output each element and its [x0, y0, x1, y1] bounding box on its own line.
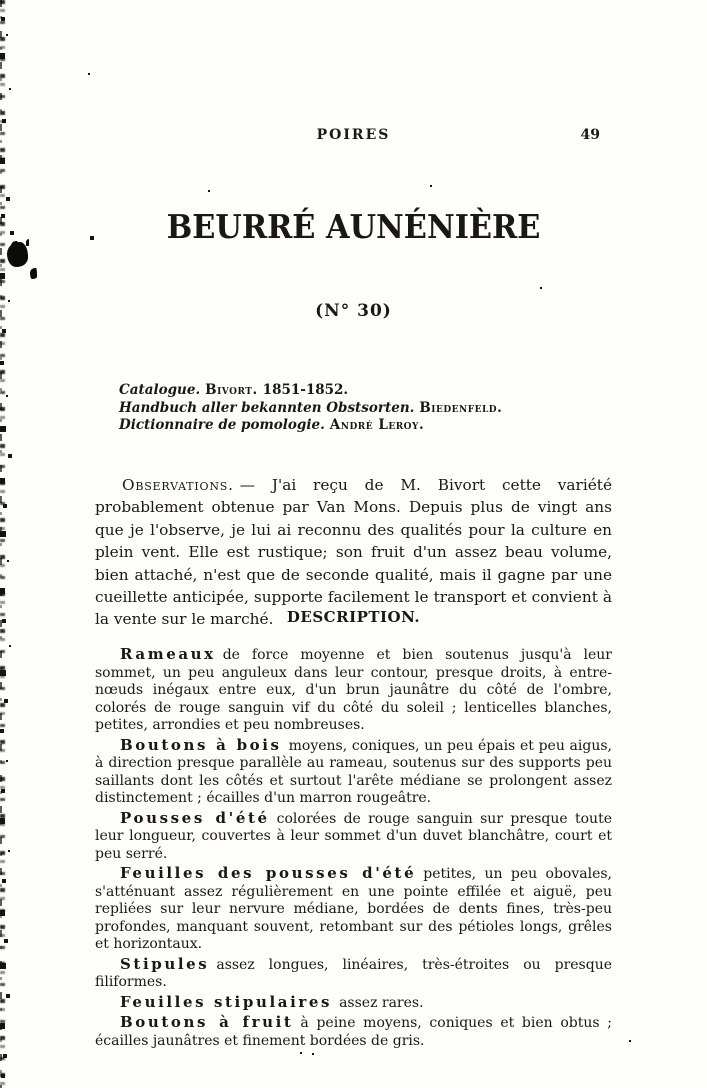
reference-author: Biedenfeld. — [419, 399, 503, 416]
paragraph-lead: Feuilles stipulaires — [120, 992, 333, 1011]
description-paragraph-stipules — [95, 956, 612, 992]
description-paragraph-rameaux — [95, 646, 612, 735]
description-paragraph-boutons-a-bois — [95, 737, 612, 808]
reference-author: André Leroy. — [329, 417, 425, 433]
running-title: POIRES — [316, 127, 391, 143]
paragraph-lead: Rameaux — [120, 645, 216, 663]
paragraph-text: de force moyenne et bien soutenus jusqu'à leur sommet, un peu anguleux dans leur contour, presque droits, à entre-nœuds inégaux entre eux, d'un brun jaunâtre du côté de l'ombre, colorés de rouge sanguin vif du côté du soleil ; lenticelles blanches, petites, arrondies et peu nombreuses. — [95, 647, 612, 733]
paragraph-text: moyens, coniques, un peu épais et peu aigus, à direction presque parallèle au rameau, soutenus sur des supports peu saillants dont les côtés et surtout l'arête médiane se prolongent assez distinctement ; écailles d'un marron rougeâtre. — [95, 737, 612, 806]
scan-specks — [0, 0, 2, 2]
paragraph-lead: Boutons à fruit — [120, 1013, 294, 1031]
variety-title: BEURRÉ AUNÉNIÈRE — [166, 207, 541, 246]
reference-item — [119, 400, 507, 418]
observations-text: — J'ai reçu de M. Bivort cette variété probablement obtenue par Van Mons. Depuis plus de vingt ans que je l'observe, je lui ai reconnu des qualités pour la culture en plein vent. Elle est rustique; son fruit d'un assez beau volume, bien attaché, n'est que de seconde qualité, mais il gagne par une cueillette anticipée, supporte facilement le transport et convient à la vente sur le marché. — [95, 476, 612, 629]
paragraph-lead: Boutons à bois — [120, 735, 282, 754]
reference-title: Dictionnaire de pomologie. — [119, 417, 325, 433]
paragraph-text: à peine moyens, coniques et bien obtus ; écailles jaunâtres et finement bordées de gris. — [95, 1015, 612, 1049]
scan-noise-left-edge-inner — [0, 0, 2, 1088]
description-body — [95, 646, 612, 1052]
ink-blob — [7, 242, 28, 267]
running-header — [95, 127, 612, 143]
reference-author: Bivort. — [205, 382, 258, 398]
description-paragraph-feuilles-stipulaires — [95, 994, 612, 1013]
description-paragraph-boutons-a-fruit — [95, 1014, 612, 1050]
description-paragraph-feuilles-des-pousses — [95, 865, 612, 954]
page-number: 49 — [580, 127, 600, 143]
variety-number: (N° 30) — [315, 301, 392, 321]
reference-date: 1851-1852. — [262, 382, 349, 398]
paragraph-lead: Feuilles des pousses d'été — [120, 864, 417, 882]
paragraph-text: assez rares. — [339, 994, 424, 1011]
reference-item — [119, 382, 507, 400]
paragraph-lead: Stipules — [120, 954, 210, 973]
reference-item — [119, 417, 507, 435]
description-heading: DESCRIPTION. — [286, 608, 421, 626]
reference-title: Catalogue. — [119, 382, 201, 398]
reference-title: Handbuch aller bekannten Obstsorten. — [119, 399, 415, 416]
page-content — [95, 0, 612, 1088]
paragraph-lead: Pousses d'été — [120, 808, 270, 827]
description-paragraph-pousses-dete — [95, 810, 612, 864]
references-list — [119, 382, 507, 435]
observations-label: Observations. — [122, 476, 234, 494]
paragraph-text: petites, un peu obovales, s'atténuant assez régulièrement en une pointe effilée et aiguë, peu repliées sur leur nervure médiane, bordées de dents fines, très-peu profondes, manquant souvent, retombant sur des pétioles longs, grêles et horizontaux. — [95, 866, 612, 952]
paragraph-text: colorées de rouge sanguin sur presque toute leur longueur, couvertes à leur sommet d'un duvet blanchâtre, court et peu serré. — [95, 810, 612, 862]
paragraph-text: assez longues, linéaires, très-étroites ou presque filiformes. — [95, 956, 612, 990]
